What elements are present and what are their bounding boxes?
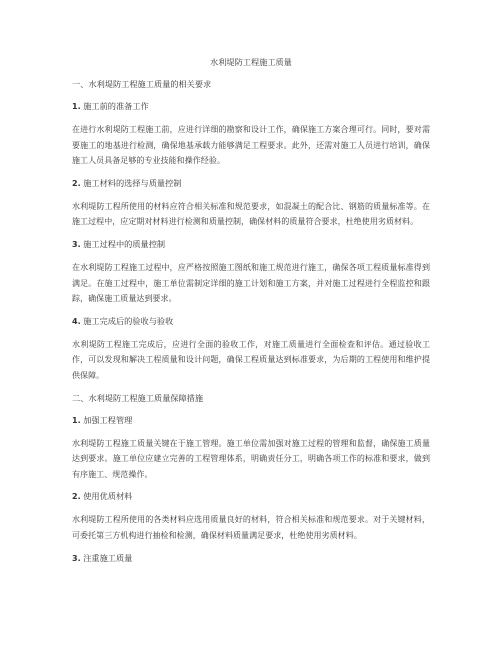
item-number: 3.	[72, 553, 81, 563]
item-heading	[72, 315, 430, 328]
item-heading-text: 注重施工质量	[80, 552, 133, 563]
item-paragraph: 水利堤防工程所使用的各类材料应选用质量良好的材料，符合相关标准和规范要求。对于关键材料，可委托第三方机构进行抽检和检测，确保材料质量满足要求，杜绝使用劣质材料。	[72, 515, 430, 540]
item-heading	[72, 238, 430, 251]
item-number: 2.	[72, 492, 81, 502]
item-paragraph: 水利堤防工程施工质量关键在于施工管理。施工单位需加强对施工过程的管理和监督，确保施工质量达到要求。施工单位应建立完善的工程管理体系，明确责任分工，明确各项工作的标准和要求，做到有序施工、规范操作。	[72, 438, 430, 479]
item-heading	[72, 177, 430, 190]
item-paragraph: 水利堤防工程施工完成后，应进行全面的验收工作，对施工质量进行全面检查和评估。通过验收工作，可以发现和解决工程质量和设计问题，确保工程质量达到标准要求，为后期的工程使用和维护提供保障。	[72, 339, 430, 380]
document-title: 水利堤防工程施工质量	[210, 57, 292, 67]
item-heading-text: 使用优质材料	[80, 491, 133, 502]
item-heading	[72, 552, 430, 565]
item-heading-text: 施工完成后的验收与验收	[80, 315, 174, 326]
item-heading-text: 加强工程管理	[80, 414, 133, 425]
section-heading: 一、水利堤防工程施工质量的相关要求	[72, 79, 212, 89]
item-acceptance	[72, 315, 430, 384]
item-paragraph: 在水利堤防工程施工过程中，应严格按照施工图纸和施工规范进行施工，确保各项工程质量标准得到满足。在施工过程中，施工单位需制定详细的施工计划和施工方案，并对施工过程进行全程监控和跟踪，确保施工质量达到要求。	[72, 262, 430, 304]
item-quality-materials	[72, 490, 430, 543]
section-requirements	[72, 78, 430, 384]
item-heading-text: 施工前的准备工作	[80, 101, 149, 111]
item-preparation	[72, 100, 430, 169]
item-number: 2.	[72, 178, 81, 188]
item-materials	[72, 177, 430, 230]
item-construction-quality	[72, 552, 430, 565]
item-number: 4.	[72, 316, 81, 326]
section-heading: 二、水利堤防工程施工质量保障措施	[72, 392, 204, 403]
item-heading	[72, 100, 430, 113]
item-heading-text: 施工过程中的质量控制	[80, 238, 166, 249]
item-process-control	[72, 238, 430, 307]
item-heading	[72, 490, 430, 503]
item-heading-text: 施工材料的选择与质量控制	[80, 177, 182, 188]
item-number: 1.	[72, 415, 81, 425]
item-number: 3.	[72, 239, 81, 249]
section-measures	[72, 392, 430, 565]
item-management	[72, 414, 430, 483]
item-heading	[72, 414, 430, 427]
item-paragraph: 水利堤防工程所使用的材料应符合相关标准和规范要求，如混凝土的配合比、钢筋的质量标准等。在施工过程中，应定期对材料进行检测和质量控制，确保材料的质量符合要求，杜绝使用劣质材料。	[72, 201, 430, 227]
item-paragraph: 在进行水利堤防工程施工前，应进行详细的勘察和设计工作，确保施工方案合理可行。同时，要对需要施工的地基进行检测，确保地基承载力能够满足工程要求。此外，还需对施工人员进行培训，确保施工人员具备足够的专业技能和操作经验。	[72, 125, 430, 166]
item-number: 1.	[72, 102, 81, 111]
